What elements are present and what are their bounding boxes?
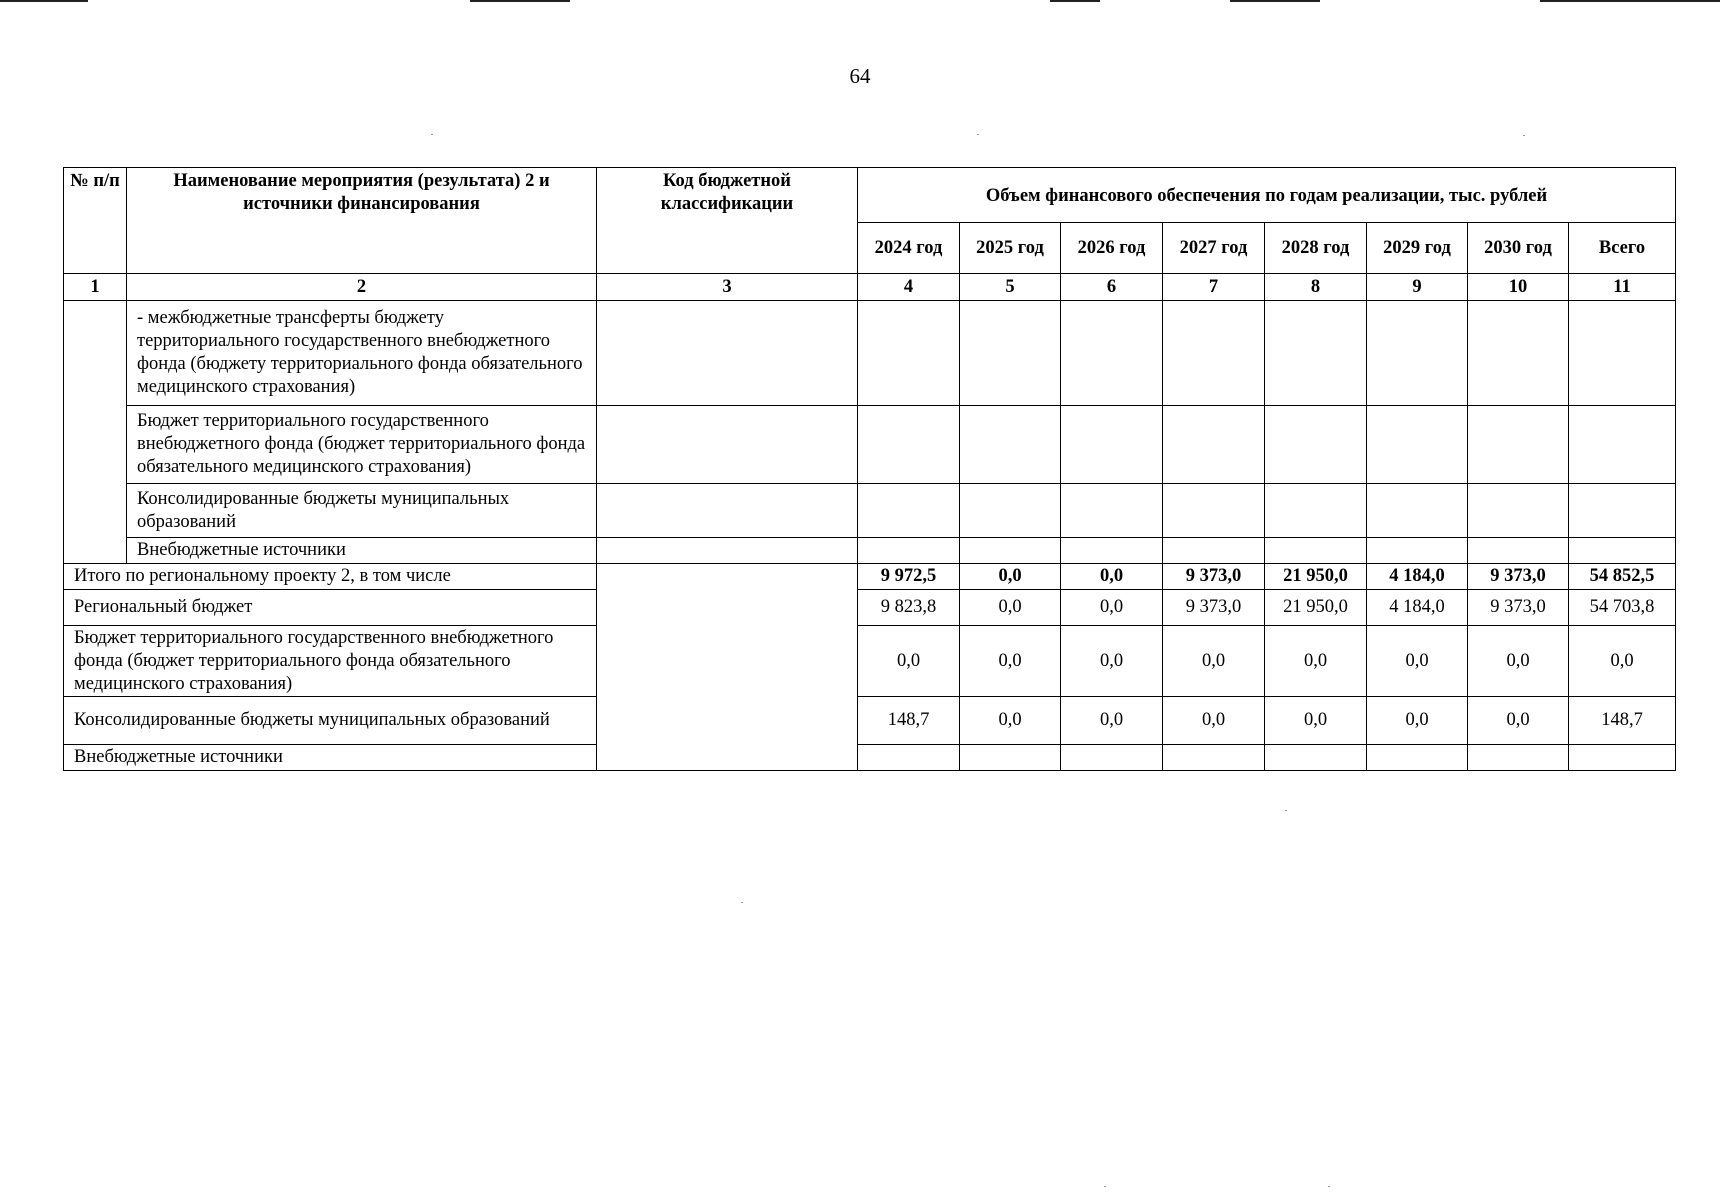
header-year: 2027 год — [1163, 223, 1265, 274]
column-number: 11 — [1569, 274, 1676, 301]
value-cell — [1163, 745, 1265, 771]
value-cell: 0,0 — [960, 564, 1061, 590]
total-row — [64, 564, 1676, 590]
value-cell: 0,0 — [960, 626, 1061, 697]
value-cell: 0,0 — [1468, 626, 1569, 697]
row-label: Внебюджетные источники — [64, 745, 597, 771]
value-cell: 0,0 — [1061, 564, 1163, 590]
value-cell: 9 373,0 — [1468, 590, 1569, 626]
financing-table — [63, 167, 1676, 771]
code-cell — [597, 301, 858, 406]
code-cell — [597, 564, 858, 771]
row-label: Консолидированные бюджеты муниципальных образований — [127, 484, 597, 538]
value-cell: 54 852,5 — [1569, 564, 1676, 590]
table-row — [64, 484, 1676, 538]
column-number: 8 — [1265, 274, 1367, 301]
value-cell: 9 373,0 — [1163, 564, 1265, 590]
header-year: 2029 год — [1367, 223, 1468, 274]
value-cell: 4 184,0 — [1367, 564, 1468, 590]
value-cell: 0,0 — [1569, 626, 1676, 697]
value-cell: 21 950,0 — [1265, 564, 1367, 590]
value-cell: 0,0 — [960, 697, 1061, 745]
value-cell: 9 972,5 — [858, 564, 960, 590]
row-label: Бюджет территориального государственного внебюджетного фонда (бюджет территориального фонда обязательного медицинского страхования) — [64, 626, 597, 697]
value-cell: 0,0 — [1061, 626, 1163, 697]
value-cell: 0,0 — [1061, 590, 1163, 626]
table-row — [64, 745, 1676, 771]
value-cell: 54 703,8 — [1569, 590, 1676, 626]
table-row — [64, 626, 1676, 697]
value-cell: 0,0 — [1468, 697, 1569, 745]
column-number: 4 — [858, 274, 960, 301]
value-cell — [1367, 745, 1468, 771]
value-cell: 9 373,0 — [1468, 564, 1569, 590]
value-cell: 0,0 — [960, 590, 1061, 626]
column-number: 3 — [597, 274, 858, 301]
header-code: Код бюджетной классификации — [597, 168, 858, 274]
value-cell: 0,0 — [1163, 626, 1265, 697]
value-cell: 148,7 — [858, 697, 960, 745]
page-number: 64 — [849, 64, 871, 88]
row-label: Консолидированные бюджеты муниципальных образований — [64, 697, 597, 745]
row-number-cell — [64, 301, 127, 564]
column-number: 2 — [127, 274, 597, 301]
table-row — [64, 301, 1676, 406]
table-row — [64, 406, 1676, 484]
value-cell: 21 950,0 — [1265, 590, 1367, 626]
row-label: Внебюджетные источники — [127, 538, 597, 564]
value-cell: 0,0 — [1163, 697, 1265, 745]
row-label: Итого по региональному проекту 2, в том числе — [64, 564, 597, 590]
value-cell: 0,0 — [858, 626, 960, 697]
code-cell — [597, 406, 858, 484]
table-row — [64, 590, 1676, 626]
value-cell — [1061, 745, 1163, 771]
header-year: 2025 год — [960, 223, 1061, 274]
value-cell — [1265, 745, 1367, 771]
header-year: 2024 год — [858, 223, 960, 274]
header-volume: Объем финансового обеспечения по годам реализации, тыс. рублей — [858, 168, 1676, 223]
value-cell — [960, 745, 1061, 771]
header-num: № п/п — [64, 168, 127, 274]
header-year: 2030 год — [1468, 223, 1569, 274]
value-cell — [858, 745, 960, 771]
table-row — [64, 538, 1676, 564]
value-cell: 9 373,0 — [1163, 590, 1265, 626]
value-cell: 148,7 — [1569, 697, 1676, 745]
column-number: 6 — [1061, 274, 1163, 301]
row-label: Бюджет территориального государственного внебюджетного фонда (бюджет территориального фонда обязательного медицинского страхования) — [127, 406, 597, 484]
header-name: Наименование мероприятия (результата) 2 и источники финансирования — [127, 168, 597, 274]
column-number: 7 — [1163, 274, 1265, 301]
value-cell — [1569, 745, 1676, 771]
row-label: Региональный бюджет — [64, 590, 597, 626]
code-cell — [597, 484, 858, 538]
table-row — [64, 697, 1676, 745]
code-cell — [597, 538, 858, 564]
value-cell: 0,0 — [1367, 626, 1468, 697]
column-number: 10 — [1468, 274, 1569, 301]
value-cell: 4 184,0 — [1367, 590, 1468, 626]
value-cell: 0,0 — [1367, 697, 1468, 745]
value-cell: 0,0 — [1061, 697, 1163, 745]
value-cell: 9 823,8 — [858, 590, 960, 626]
column-number: 5 — [960, 274, 1061, 301]
value-cell: 0,0 — [1265, 697, 1367, 745]
row-label: - межбюджетные трансферты бюджету территориального государственного внебюджетного фонда (бюджету территориального фонда обязательного медицинского страхования) — [127, 301, 597, 406]
value-cell — [1468, 745, 1569, 771]
header-year: 2026 год — [1061, 223, 1163, 274]
value-cell: 0,0 — [1265, 626, 1367, 697]
header-total: Всего — [1569, 223, 1676, 274]
column-number: 9 — [1367, 274, 1468, 301]
column-number: 1 — [64, 274, 127, 301]
header-year: 2028 год — [1265, 223, 1367, 274]
